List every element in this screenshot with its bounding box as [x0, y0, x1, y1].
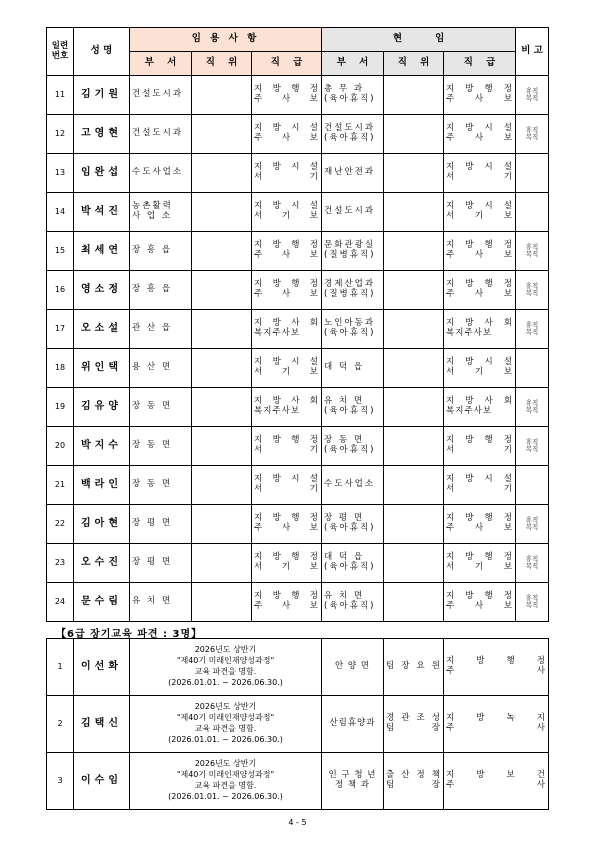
current-rank: 지 방 사 회 복지주사보: [444, 310, 516, 349]
row-number: 17: [47, 310, 74, 349]
current-rank: 지 방 시 설 서 기 보: [444, 193, 516, 232]
current-dept: 안 양 면: [322, 639, 384, 696]
appoint-dept: 장 평 면: [130, 505, 192, 544]
row-number: 20: [47, 427, 74, 466]
person-name: 김택신: [74, 696, 130, 753]
current-dept: 대 덕 읍 (육아휴직): [322, 544, 384, 583]
header-appoint-position: 직 위: [192, 52, 252, 76]
row-number: 14: [47, 193, 74, 232]
education-row: [47, 639, 549, 696]
header-appoint-dept: 부 서: [130, 52, 192, 76]
appoint-rank: 지 방 행 정 주 사 보: [252, 505, 322, 544]
dispatch-description: 2026년도 상반기 "제40기 미래인재양성과정" 교육 파견을 명함. (2026.01.01. ~ 2026.06.30.): [130, 753, 322, 810]
header-current-position: 직 위: [384, 52, 444, 76]
appoint-dept: 관 산 읍: [130, 310, 192, 349]
table-row: [47, 544, 549, 583]
appoint-position: [192, 388, 252, 427]
row-number: 11: [47, 76, 74, 115]
current-rank: 지 방 시 설 서 기 보: [444, 349, 516, 388]
appoint-dept: 건설도시과: [130, 76, 192, 115]
header-current-rank: 직 급: [444, 52, 516, 76]
person-name: 박지수: [74, 427, 130, 466]
current-dept: 문화관광실 (질병휴직): [322, 232, 384, 271]
appoint-rank: 지 방 행 정 주 사 보: [252, 76, 322, 115]
person-name: 위인택: [74, 349, 130, 388]
current-rank: 지 방 시 설 서 기: [444, 154, 516, 193]
current-dept: 인 구 청 년 정 책 과: [322, 753, 384, 810]
current-dept: 경제산업과 (질병휴직): [322, 271, 384, 310]
current-position: [384, 427, 444, 466]
remarks: [516, 349, 549, 388]
header-appointment: 임 용 사 항: [130, 28, 322, 52]
appoint-position: [192, 427, 252, 466]
current-position: 경 관 조 성 팀 장: [384, 696, 444, 753]
appoint-rank: 지 방 시 설 주 사 보: [252, 115, 322, 154]
person-name: 김유양: [74, 388, 130, 427]
row-number: 2: [47, 696, 74, 753]
section-title: 【6급 장기교육 파견 : 3명】: [56, 629, 203, 640]
table-row: [47, 115, 549, 154]
appoint-rank: 지 방 행 정 서 기 보: [252, 544, 322, 583]
current-position: [384, 115, 444, 154]
current-dept: 건설도시과 (육아휴직): [322, 115, 384, 154]
education-rows: [47, 639, 549, 810]
appoint-rank: 지 방 행 정 주 사 보: [252, 232, 322, 271]
appoint-position: [192, 271, 252, 310]
remarks: 휴직 복직: [516, 271, 549, 310]
current-rank: 지 방 행 정 서 기 보: [444, 544, 516, 583]
person-name: 이선화: [74, 639, 130, 696]
appoint-rank: 지 방 시 설 서 기: [252, 466, 322, 505]
current-dept: 유 치 면 (육아휴직): [322, 583, 384, 622]
table-row: [47, 310, 549, 349]
row-number: 1: [47, 639, 74, 696]
appoint-dept: 수도사업소: [130, 154, 192, 193]
row-number: 15: [47, 232, 74, 271]
current-dept: 유 치 면 (육아휴직): [322, 388, 384, 427]
appoint-position: [192, 349, 252, 388]
table-row: [47, 466, 549, 505]
current-rank: 지 방 사 회 복지주사보: [444, 388, 516, 427]
appoint-position: [192, 193, 252, 232]
person-name: 최세연: [74, 232, 130, 271]
row-number: 22: [47, 505, 74, 544]
current-position: [384, 583, 444, 622]
remarks: 휴직 복직: [516, 115, 549, 154]
table-row: [47, 232, 549, 271]
appoint-rank: 지 방 행 정 주 사 보: [252, 271, 322, 310]
table-row: [47, 76, 549, 115]
current-rank: 지 방 행 정 주 사 보: [444, 271, 516, 310]
table-row: [47, 505, 549, 544]
current-position: 출 산 정 책 팀 장: [384, 753, 444, 810]
current-dept: 장 평 면 (육아휴직): [322, 505, 384, 544]
remarks: 휴직 복직: [516, 583, 549, 622]
person-name: 오수진: [74, 544, 130, 583]
appoint-rank: 지 방 사 회 복지주사보: [252, 388, 322, 427]
appoint-dept: 장 동 면: [130, 466, 192, 505]
header-remarks: 비 고: [516, 28, 549, 76]
current-dept: 총 무 과 (육아휴직): [322, 76, 384, 115]
table-row: [47, 193, 549, 232]
table-row: [47, 388, 549, 427]
appoint-position: [192, 76, 252, 115]
appoint-rank: 지 방 시 설 서 기: [252, 154, 322, 193]
table-row: [47, 427, 549, 466]
remarks: 휴직 복직: [516, 427, 549, 466]
education-row: [47, 696, 549, 753]
appoint-position: [192, 544, 252, 583]
row-number: 12: [47, 115, 74, 154]
current-rank: 지 방 행 정 주 사 보: [444, 232, 516, 271]
person-name: 김기원: [74, 76, 130, 115]
remarks: 휴직 복직: [516, 232, 549, 271]
education-dispatch-table: [46, 638, 549, 810]
person-name: 임완섭: [74, 154, 130, 193]
appoint-dept: 장 동 면: [130, 427, 192, 466]
person-name: 박석진: [74, 193, 130, 232]
current-dept: 대 덕 읍: [322, 349, 384, 388]
person-name: 고영현: [74, 115, 130, 154]
person-name: 김아현: [74, 505, 130, 544]
current-position: [384, 388, 444, 427]
row-number: 3: [47, 753, 74, 810]
current-position: [384, 310, 444, 349]
current-rank: 지 방 행 정 주 사: [444, 639, 549, 696]
header-serial-number: 일련 번호: [47, 28, 74, 76]
current-position: [384, 505, 444, 544]
table-row: [47, 154, 549, 193]
current-position: [384, 466, 444, 505]
appoint-dept: 유 치 면: [130, 583, 192, 622]
remarks: 휴직 복직: [516, 310, 549, 349]
table-row: [47, 583, 549, 622]
appointment-table: [46, 27, 549, 622]
table-row: [47, 349, 549, 388]
current-position: [384, 271, 444, 310]
appoint-rank: 지 방 행 정 주 사 보: [252, 583, 322, 622]
row-number: 21: [47, 466, 74, 505]
remarks: 휴직 복직: [516, 505, 549, 544]
appoint-dept: 용 산 면: [130, 349, 192, 388]
appoint-position: [192, 505, 252, 544]
appoint-position: [192, 310, 252, 349]
header-appoint-rank: 직 급: [252, 52, 322, 76]
appoint-rank: 지 방 행 정 서 기: [252, 427, 322, 466]
appoint-dept: 장 흥 읍: [130, 271, 192, 310]
current-position: [384, 193, 444, 232]
person-name: 이수임: [74, 753, 130, 810]
row-number: 13: [47, 154, 74, 193]
education-row: [47, 753, 549, 810]
dispatch-description: 2026년도 상반기 "제40기 미래인재양성과정" 교육 파견을 명함. (2026.01.01. ~ 2026.06.30.): [130, 696, 322, 753]
appoint-position: [192, 232, 252, 271]
appoint-dept: 건설도시과: [130, 115, 192, 154]
current-dept: 장 동 면 (육아휴직): [322, 427, 384, 466]
current-position: 팀 장 요 원: [384, 639, 444, 696]
appoint-dept: 농촌활력 사 업 소: [130, 193, 192, 232]
appoint-dept: 장 동 면: [130, 388, 192, 427]
person-name: 문수림: [74, 583, 130, 622]
header-current-post: 현 임: [322, 28, 516, 52]
current-rank: 지 방 행 정 주 사 보: [444, 583, 516, 622]
header-current-dept: 부 서: [322, 52, 384, 76]
appoint-dept: 장 평 면: [130, 544, 192, 583]
remarks: 휴직 복직: [516, 388, 549, 427]
header-name: 성 명: [74, 28, 130, 76]
remarks: 휴직 복직: [516, 76, 549, 115]
row-number: 23: [47, 544, 74, 583]
current-position: [384, 154, 444, 193]
appoint-rank: 지 방 시 설 서 기 보: [252, 193, 322, 232]
row-number: 16: [47, 271, 74, 310]
current-rank: 지 방 보 건 주 사: [444, 753, 549, 810]
appoint-rank: 지 방 사 회 복지주사보: [252, 310, 322, 349]
current-position: [384, 349, 444, 388]
row-number: 19: [47, 388, 74, 427]
current-dept: 산림휴양과: [322, 696, 384, 753]
appoint-position: [192, 115, 252, 154]
current-dept: 건설도시과: [322, 193, 384, 232]
table-row: [47, 271, 549, 310]
current-position: [384, 76, 444, 115]
current-rank: 지 방 행 정 주 사 보: [444, 76, 516, 115]
current-rank: 지 방 녹 지 주 사: [444, 696, 549, 753]
remarks: [516, 466, 549, 505]
row-number: 24: [47, 583, 74, 622]
appointment-rows: [47, 76, 549, 622]
appoint-dept: 장 흥 읍: [130, 232, 192, 271]
appoint-position: [192, 583, 252, 622]
page-number: 4 - 5: [288, 818, 307, 827]
appoint-rank: 지 방 시 설 서 기 보: [252, 349, 322, 388]
remarks: [516, 154, 549, 193]
current-rank: 지 방 시 설 서 기: [444, 466, 516, 505]
person-name: 백라인: [74, 466, 130, 505]
person-name: 영소정: [74, 271, 130, 310]
current-dept: 노인아동과 (육아휴직): [322, 310, 384, 349]
current-rank: 지 방 행 정 서 기: [444, 427, 516, 466]
current-position: [384, 232, 444, 271]
current-rank: 지 방 행 정 주 사 보: [444, 505, 516, 544]
row-number: 18: [47, 349, 74, 388]
current-position: [384, 544, 444, 583]
remarks: [516, 193, 549, 232]
person-name: 오소설: [74, 310, 130, 349]
appoint-position: [192, 466, 252, 505]
current-dept: 재난안전과: [322, 154, 384, 193]
dispatch-description: 2026년도 상반기 "제40기 미래인재양성과정" 교육 파견을 명함. (2026.01.01. ~ 2026.06.30.): [130, 639, 322, 696]
current-dept: 수도사업소: [322, 466, 384, 505]
current-rank: 지 방 시 설 주 사 보: [444, 115, 516, 154]
remarks: 휴직 복직: [516, 544, 549, 583]
appoint-position: [192, 154, 252, 193]
